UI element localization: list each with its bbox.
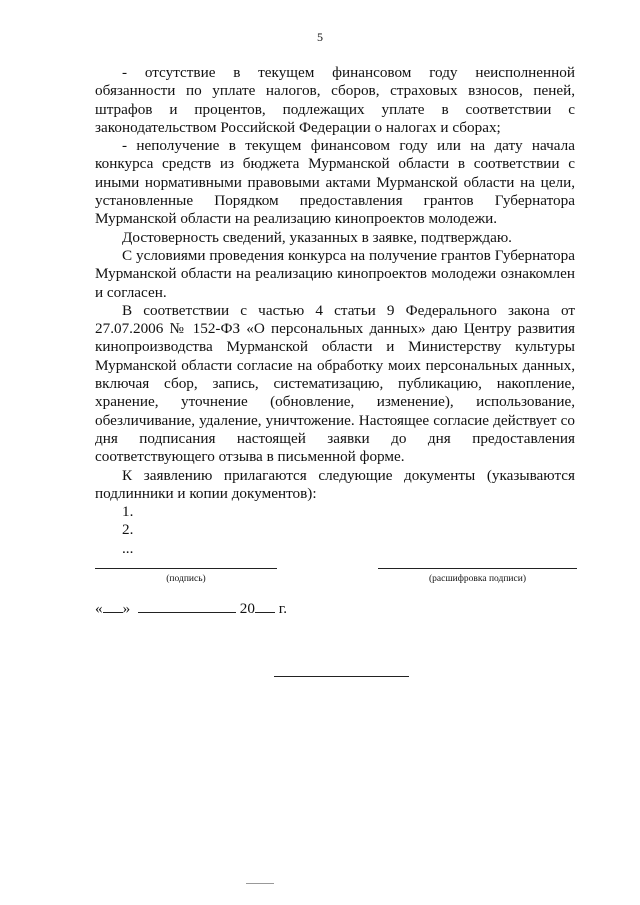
date-close-quote: » [122,600,131,617]
paragraph-attachments: К заявлению прилагаются следующие документы (указываются подлинники и копии документов): [95,466,575,502]
paragraph-terms-agreement: С условиями проведения конкурса на получение грантов Губернатора Мурманской области на реализацию кинопроектов молодежи ознакомлен и согласен. [95,246,575,301]
date-year-blank [255,600,275,613]
date-field [95,600,287,618]
attachments-list [95,503,575,558]
date-month-blank [138,600,236,613]
page-number: 5 [317,30,323,44]
list-item: 2. [122,521,134,539]
end-of-document-line [274,676,409,677]
bottom-mark [246,883,274,884]
date-open-quote: « [95,600,103,617]
list-item: ... [122,539,134,557]
signature-line [95,568,277,569]
signature-transcript-line [378,568,577,569]
date-day-blank [103,600,123,613]
list-item: 1. [122,503,134,521]
paragraph-budget-funds: - неполучение в текущем финансовом году или на дату начала конкурса средств из бюджета Мурманской области в соответствии с иными нормативными правовыми актами Мурманской области на цели, установленные Порядком предоставления грантов Губернатора Мурманской области на реализацию кинопроектов молодежи. [95,137,575,228]
date-year-suffix: г. [274,600,288,617]
date-year-prefix: 20 [239,600,255,617]
paragraph-personal-data-consent: В соответствии с частью 4 статьи 9 Федерального закона от 27.07.2006 № 152-ФЗ «О персональных данных» даю Центру развития кинопроизводства Мурманской области и Министерству культуры Мурманской области согласие на обработку моих персональных данных, включая сбор, запись, систематизацию, публикацию, накопление, хранение, уточнение (обновление, изменение), использование, обезличивание, удаление, уничтожение. Настоящее согласие действует со дня подписания настоящей заявки до дня предоставления соответствующего отзыва в письменной форме. [95,301,575,466]
document-body [95,64,575,558]
signature-transcript-label: (расшифровка подписи) [429,574,526,584]
paragraph-confirmation: Достоверность сведений, указанных в заявке, подтверждаю. [122,228,512,246]
signature-label: (подпись) [166,574,206,584]
paragraph-tax-obligation: - отсутствие в текущем финансовом году неисполненной обязанности по уплате налогов, сборов, страховых взносов, пеней, штрафов и процентов, подлежащих уплате в соответствии с законодательством Российской Федерации о налогах и сборах; [95,64,575,136]
